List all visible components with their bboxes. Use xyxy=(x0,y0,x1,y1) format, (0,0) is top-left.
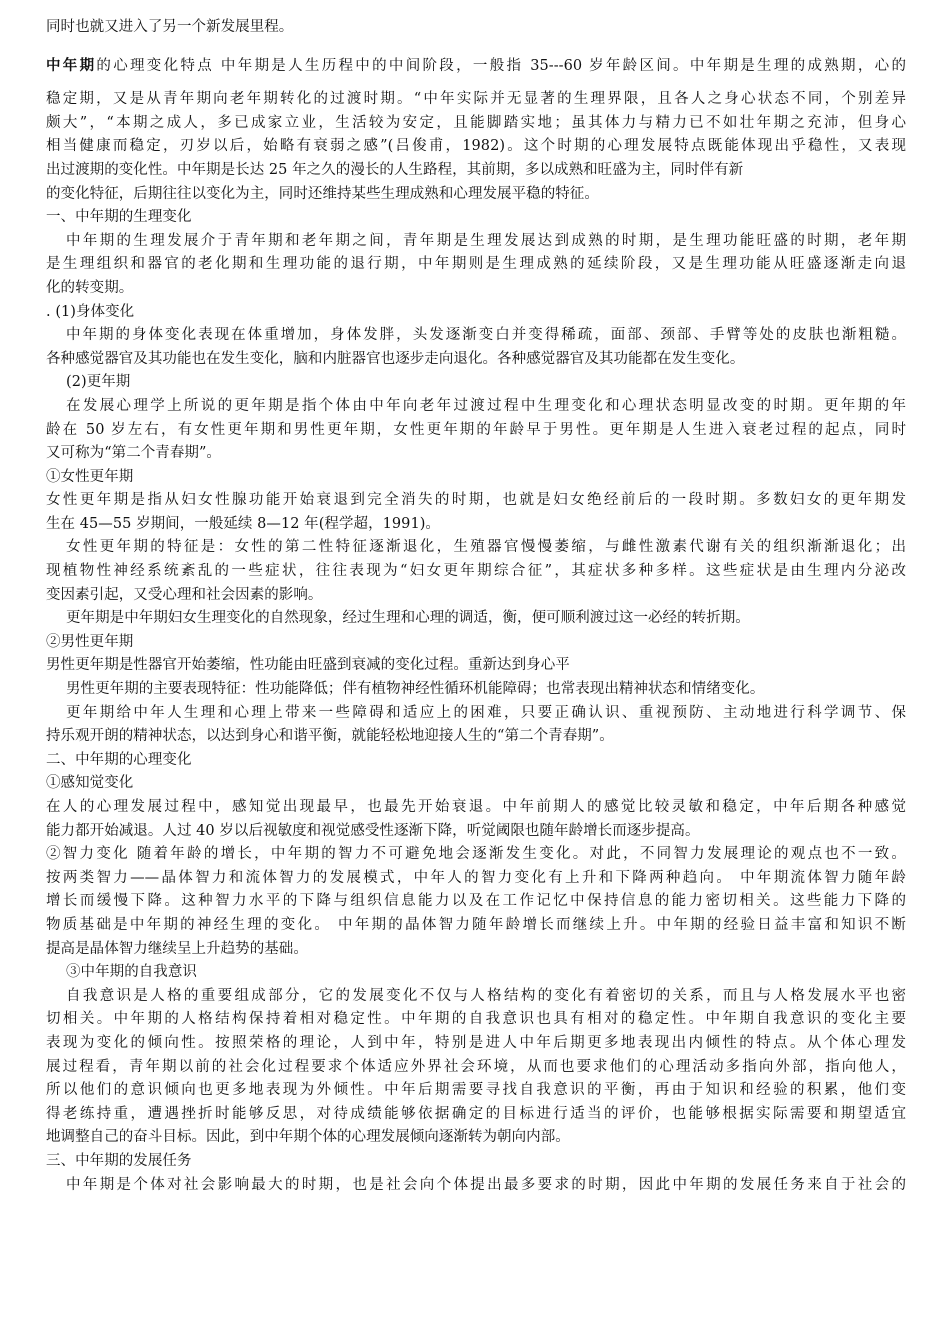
text-line xyxy=(46,1056,906,1080)
text-line xyxy=(46,301,906,325)
line-text: 自我意识是人格的重要组成部分，它的发展变化不仅与人格结构的变化有着密切的关系，而且与人格发展水平也密 xyxy=(66,987,906,1004)
text-line xyxy=(46,678,906,702)
line-text: 更年期给中年人生理和心理上带来一些障碍和适应上的困难，只要正确认识、重视预防、主动地进行科学调节、保 xyxy=(66,704,906,721)
text-line xyxy=(46,88,906,112)
text-line xyxy=(46,560,906,584)
line-text: 男性更年期的主要表现特征：性功能降低；伴有植物神经性循环机能障碍；也常表现出精神状态和情绪变化。 xyxy=(66,681,765,698)
text-line xyxy=(46,54,906,79)
line-text: 所以他们的意识倾向也更多地表现为外倾性。中年后期需要寻找自我意识的平衡，再由于知识和经验的积累，他们变 xyxy=(46,1082,906,1099)
text-line xyxy=(46,159,906,183)
text-line xyxy=(46,985,906,1009)
text-line xyxy=(46,513,906,537)
text-line xyxy=(46,419,906,443)
line-text: 在人的心理发展过程中，感知觉出现最早，也最先开始衰退。中年前期人的感觉比较灵敏和稳定，中年后期各种感觉 xyxy=(46,799,906,815)
text-line xyxy=(46,820,906,844)
text-line xyxy=(46,253,906,277)
text-line xyxy=(46,654,906,678)
line-text: 中年期是个体对社会影响最大的时期，也是社会向个体提出最多要求的时期，因此中年期的发展任务来自于社会的 xyxy=(66,1176,906,1193)
line-text: 现植物性神经系统紊乱的一些症状，往往表现为“妇女更年期综合征”，其症状多种多样。这些症状是由生理内分泌改 xyxy=(46,563,906,580)
line-text: ②智力变化 随着年龄的增长，中年期的智力不可避免地会逐渐发生变化。对此，不同智力发展理论的观点也不一致。 xyxy=(46,846,906,863)
line-text: 化的转变期。 xyxy=(46,279,134,296)
line-text: 三、中年期的发展任务 xyxy=(46,1152,192,1169)
line-text: 生在 45—55 岁期间，一般延续 8—12 年(程学超，1991)。 xyxy=(46,515,440,532)
text-line xyxy=(46,1150,906,1174)
line-text: 男性更年期是性器官开始萎缩，性功能由旺盛到衰减的变化过程。重新达到身心平 xyxy=(46,657,570,674)
line-text: 一、中年期的生理变化 xyxy=(46,209,192,226)
text-line xyxy=(46,395,906,419)
text-line xyxy=(46,230,906,254)
line-text: ③中年期的自我意识 xyxy=(66,964,197,981)
line-text: 同时也就又进入了另一个新发展里程。 xyxy=(46,19,294,35)
line-text: 表现为变化的倾向性。按照荣格的理论，人到中年，特别是进人中年后期更多地表现出内倾性的特点。从个体心理发 xyxy=(46,1034,906,1051)
text-line xyxy=(46,961,906,985)
line-text: 是生理组织和器官的老化期和生理功能的退行期，中年期则是生理成熟的延续阶段，又是生理功能从旺盛逐渐走向退 xyxy=(46,256,906,273)
text-line xyxy=(46,631,906,655)
text-line xyxy=(46,536,906,560)
line-text: 出过渡期的变化性。中年期是长达 25 年之久的漫长的人生路程，其前期，多以成熟和旺盛为主，同时伴有新 xyxy=(46,161,744,178)
line-text: (2)更年期 xyxy=(66,374,131,391)
line-text: 颇大”，“本期之成人，多已成家立业，生活较为安定，且能脚踏实地；虽其体力与精力已不如壮年期之充沛，但身心 xyxy=(46,114,906,131)
line-text: 物质基础是中年期的神经生理的变化。 中年期的晶体智力随年龄增长而继续上升。中年期的经验日益丰富和知识不断 xyxy=(46,916,906,933)
line-text: . (1)身体变化 xyxy=(46,303,135,320)
text-line xyxy=(46,16,906,40)
line-text: 二、中年期的心理变化 xyxy=(46,751,192,768)
line-text: 按两类智力——晶体智力和流体智力的发展模式，中年人的智力变化有上升和下降两种趋向。 中年期流体智力随年龄 xyxy=(46,869,906,886)
text-line xyxy=(46,183,906,207)
line-text: 持乐观开朗的精神状态，以达到身心和谐平衡，就能轻松地迎接人生的“第二个青春期”。 xyxy=(46,728,614,745)
line-text: 龄在 50 岁左右，有女性更年期和男性更年期，女性更年期的年龄早于男性。更年期是人生进入衰老过程的起点，同时 xyxy=(46,421,906,438)
line-text: 展过程看，青年期以前的社会化过程要求个体适应外界社会环境，从而也要求他们的心理活动多指向外部，指向他人， xyxy=(46,1058,906,1075)
document-body xyxy=(46,16,906,1197)
line-text: 女性更年期是指从妇女性腺功能开始衰退到完全消失的时期，也就是妇女绝经前后的一段时期。多数妇女的更年期发 xyxy=(46,492,906,509)
text-line xyxy=(46,1174,906,1198)
text-line xyxy=(46,702,906,726)
text-line xyxy=(46,584,906,608)
line-text: 的心理变化特点 中年期是人生历程中的中间阶段，一般指 35---60 岁年龄区间。中年期是生理的成熟期，心的 xyxy=(96,57,906,74)
line-text: 稳定期，又是从青年期向老年期转化的过渡时期。“中年实际并无显著的生理界限，且各人之身心状态不同，个别差异 xyxy=(46,91,906,108)
line-text: 提高是晶体智力继续呈上升趋势的基础。 xyxy=(46,940,308,957)
text-line xyxy=(46,1126,906,1150)
text-line xyxy=(46,1079,906,1103)
text-line xyxy=(46,206,906,230)
text-line xyxy=(46,914,906,938)
text-line xyxy=(46,749,906,773)
line-text: 女性更年期的特征是：女性的第二性特征逐渐退化，生殖器官慢慢萎缩，与雌性激素代谢有关的组织渐渐退化；出 xyxy=(66,539,906,556)
line-text: 相当健康而稳定，刃岁以后，始略有衰弱之感”(吕俊甫，1982)。这个时期的心理发展特点既能体现出乎稳性，又表现 xyxy=(46,138,906,155)
line-text: 在发展心理学上所说的更年期是指个体由中年向老年过渡过程中生理变化和心理状态明显改变的时期。更年期的年 xyxy=(66,397,906,414)
line-text: ①感知觉变化 xyxy=(46,775,134,792)
bold-term: 中年期 xyxy=(46,56,97,74)
text-line xyxy=(46,112,906,136)
text-line xyxy=(46,324,906,348)
line-text: 更年期是中年期妇女生理变化的自然现象，经过生理和心理的调适，衡，便可顺利渡过这一必经的转折期。 xyxy=(66,610,750,627)
line-text: ②男性更年期 xyxy=(46,633,134,650)
line-text: 增长而缓慢下降。这种智力水平的下降与组织信息能力以及在工作记忆中保持信息的能力密切相关。这些能力下降的 xyxy=(46,893,906,910)
line-text: 各种感觉器官及其功能也在发生变化，脑和内脏器官也逐步走向退化。各种感觉器官及其功能都在发生变化。 xyxy=(46,350,745,367)
text-line xyxy=(46,348,906,372)
line-text: 中年期的生理发展介于青年期和老年期之间，青年期是生理发展达到成熟的时期，是生理功能旺盛的时期，老年期 xyxy=(66,232,906,249)
text-line xyxy=(46,442,906,466)
text-line xyxy=(46,938,906,962)
line-text: 得老练持重，遭遇挫折时能够反思，对待成绩能够依据确定的目标进行适当的评价，也能够根据实际需要和期望适宜 xyxy=(46,1105,906,1122)
text-line xyxy=(46,135,906,159)
text-line xyxy=(46,890,906,914)
line-text: 变因素引起，又受心理和社会因素的影响。 xyxy=(46,586,323,603)
line-text: ①女性更年期 xyxy=(46,468,134,485)
line-text: 的变化特征，后期往往以变化为主，同时还维持某些生理成熟和心理发展平稳的特征。 xyxy=(46,185,599,202)
text-line xyxy=(46,867,906,891)
text-line xyxy=(46,489,906,513)
text-line xyxy=(46,772,906,796)
line-text: 地调整自己的奋斗目标。因此，到中年期个体的心理发展倾向逐渐转为朝向内部。 xyxy=(46,1129,570,1146)
line-text: 又可称为“第二个青春期”。 xyxy=(46,445,221,462)
text-line xyxy=(46,607,906,631)
text-line xyxy=(46,1032,906,1056)
text-line xyxy=(46,1008,906,1032)
text-line xyxy=(46,843,906,867)
text-line xyxy=(46,796,906,820)
line-text: 中年期的身体变化表现在体重增加，身体发胖，头发逐渐变白并变得稀疏，面部、颈部、手臂等处的皮肤也渐粗糙。 xyxy=(66,327,906,344)
line-text: 能力都开始减退。人过 40 岁以后视敏度和视觉感受性逐渐下降，听觉阈限也随年龄增长而逐步提高。 xyxy=(46,822,700,839)
text-line xyxy=(46,277,906,301)
text-line xyxy=(46,371,906,395)
line-text: 切相关。中年期的人格结构保持着相对稳定性。中年期的自我意识也具有相对的稳定性。中年期自我意识的变化主要 xyxy=(46,1011,906,1028)
text-line xyxy=(46,466,906,490)
text-line xyxy=(46,725,906,749)
text-line xyxy=(46,1103,906,1127)
